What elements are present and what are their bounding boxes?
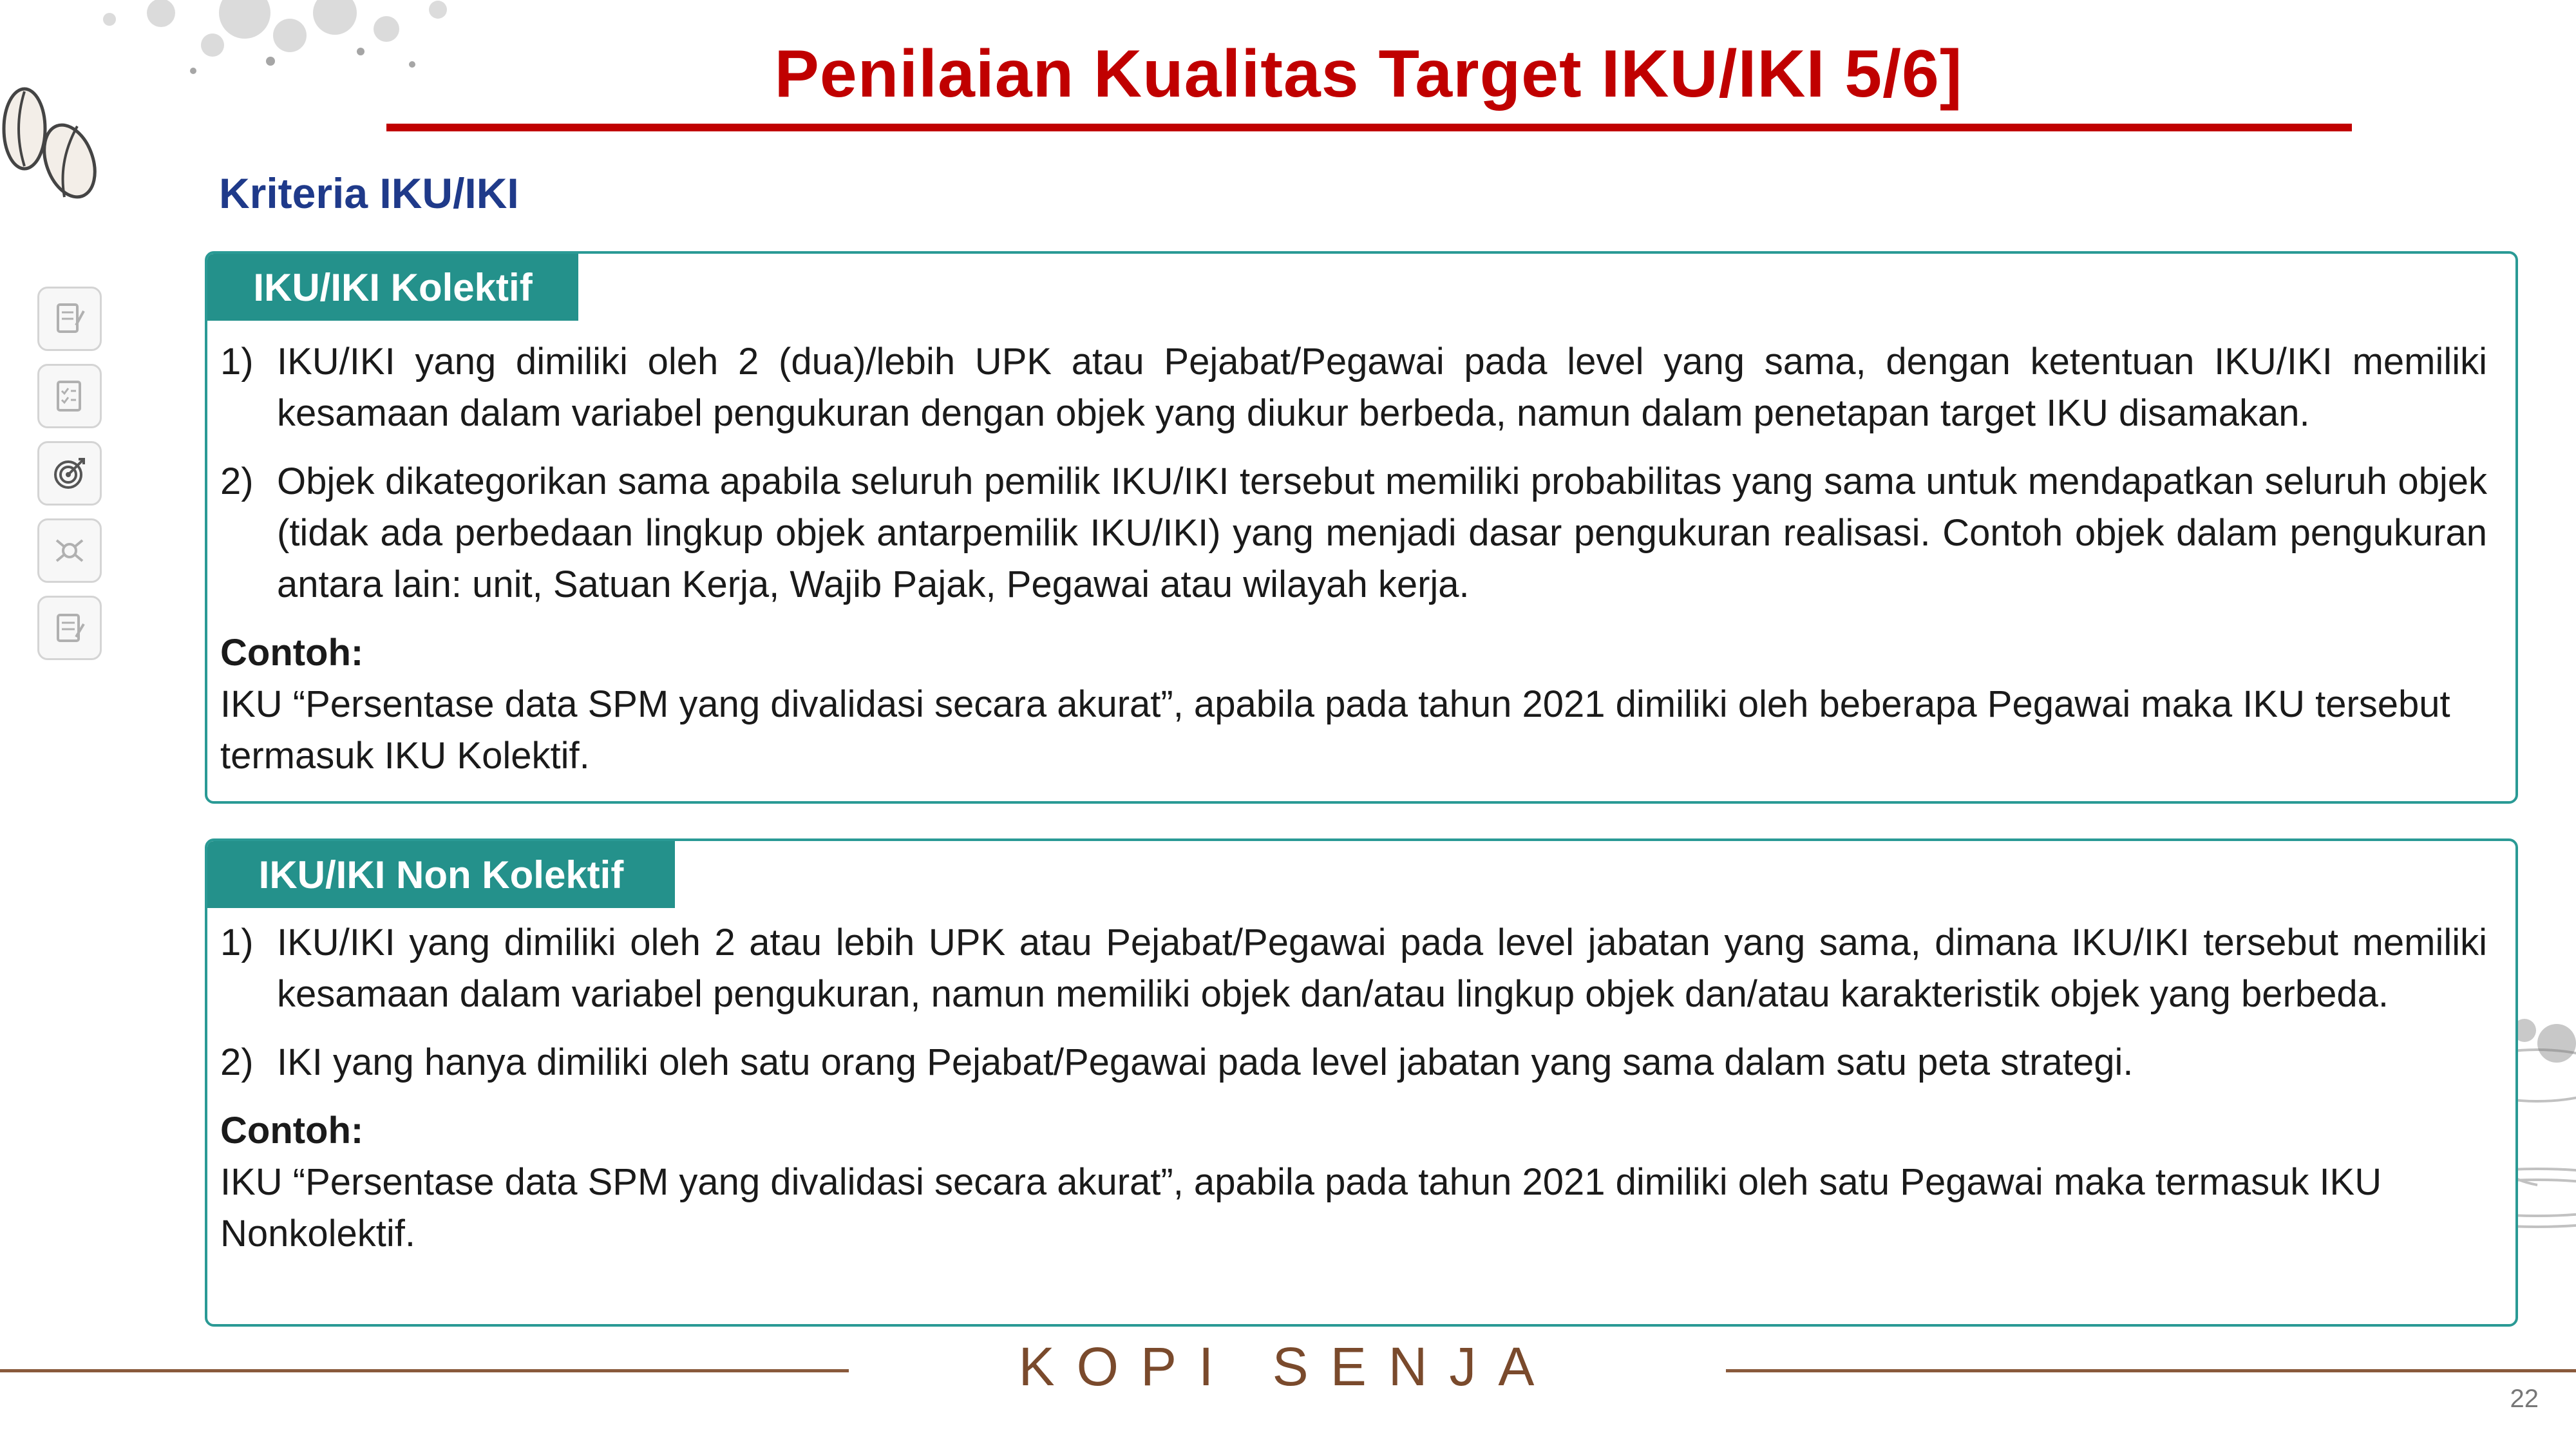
item-text: IKU/IKI yang dimiliki oleh 2 atau lebih UPK atau Pejabat/Pegawai pada level jabatan yang sama, dimana IKU/IKI tersebut memiliki kesamaan dalam variabel pengukuran, namun memiliki objek dan/atau lingkup objek dan/atau karakteristik objek yang berbeda. [277,922,2487,1015]
example-text: IKU “Persentase data SPM yang divalidasi secara akurat”, apabila pada tahun 2021 dimiliki oleh beberapa Pegawai maka IKU tersebut termasuk IKU Kolektif. [220,683,2450,777]
item-number: 1) [220,341,254,383]
example-label: Contoh: [220,632,364,674]
document-icon[interactable] [37,596,102,660]
notepad-icon[interactable] [37,287,102,351]
brand-wordmark: KOPI SENJA [1018,1336,1557,1397]
page-title: Penilaian Kualitas Target IKU/IKI 5/6] [774,37,1963,111]
example-text: IKU “Persentase data SPM yang divalidasi secara akurat”, apabila pada tahun 2021 dimiliki oleh satu Pegawai maka termasuk IKU Nonkolektif. [220,1161,2382,1255]
item-number: 2) [220,460,254,502]
item-number: 1) [220,922,254,963]
title-underline [386,124,2352,131]
item-text: IKI yang hanya dimiliki oleh satu orang Pejabat/Pegawai pada level jabatan yang sama dalam satu peta strategi. [277,1041,2134,1083]
panel-tab-label: IKU/IKI Non Kolektif [207,841,675,908]
section-heading: Kriteria IKU/IKI [219,169,519,217]
sidebar-icon-bar [37,287,102,673]
item-number: 2) [220,1041,254,1083]
list-item [220,917,2487,1020]
item-text: Objek dikategorikan sama apabila seluruh pemilik IKU/IKI tersebut memiliki probabilitas yang sama untuk mendapatkan seluruh objek (tidak ada perbedaan lingkup objek antarpemilik IKU/IKI) yang menjadi dasar pengukuran realisasi. Contoh objek dalam pengukuran antara lain: unit, Satuan Kerja, Wajib Pajak, Pegawai atau wilayah kerja. [277,460,2487,605]
list-item [220,1037,2487,1088]
panel-iku-non-kolektif [205,838,2518,1327]
process-icon[interactable] [37,518,102,583]
page-number: 22 [2510,1385,2539,1413]
example-label: Contoh: [220,1110,364,1151]
target-icon[interactable] [37,441,102,506]
panel-body [220,917,2487,1260]
checklist-icon[interactable] [37,364,102,428]
panel-iku-kolektif [205,251,2518,804]
footer-divider-left [0,1369,849,1372]
item-text: IKU/IKI yang dimiliki oleh 2 (dua)/lebih UPK atau Pejabat/Pegawai pada level yang sama, dengan ketentuan IKU/IKI memiliki kesamaan dalam variabel pengukuran dengan objek yang diukur berbeda, namun dalam penetapan target IKU disamakan. [277,341,2487,434]
footer-divider-right [1726,1369,2576,1372]
list-item [220,456,2487,611]
panel-tab-label: IKU/IKI Kolektif [207,254,578,321]
list-item [220,336,2487,439]
panel-body [220,336,2487,782]
